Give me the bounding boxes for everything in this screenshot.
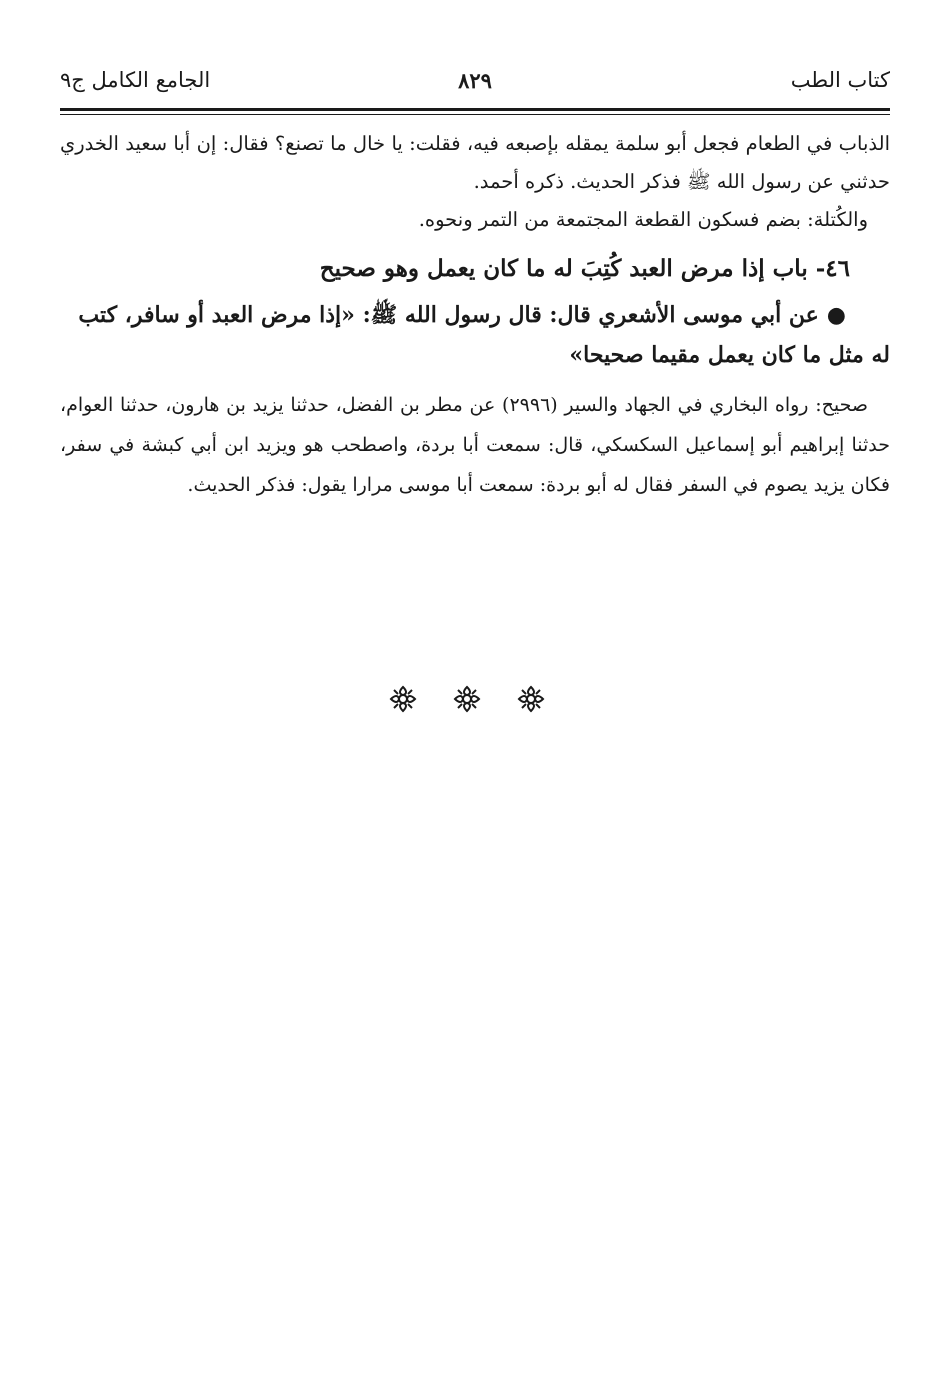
book-title: كتاب الطب — [790, 68, 890, 92]
page-number: ٨٢٩ — [458, 68, 492, 93]
section-ornaments — [0, 684, 933, 714]
document-page — [60, 66, 890, 524]
header-rule-thick — [60, 108, 890, 111]
definition-paragraph: والكُتلة: بضم فسكون القطعة المجتمعة من التمر ونحوه. — [418, 208, 868, 231]
chapter-title: ٤٦- باب إذا مرض العبد كُتِبَ له ما كان يعمل وهو صحيح — [319, 255, 850, 282]
bullet-icon: ● — [826, 302, 846, 328]
hadith-text: عن أبي موسى الأشعري قال: قال رسول الله ﷺ: «إذا مرض العبد أو سافر، كتب له مثل ما كان يعمل مقيما صحيحا» — [78, 302, 890, 368]
intro-paragraph: الذباب في الطعام فجعل أبو سلمة يمقله بإصبعه فيه، فقلت: يا خال ما تصنع؟ فقال: إن أبا سعيد الخدري حدثني عن رسول الله ﷺ فذكر الحديث. ذكره أحمد. — [60, 132, 890, 193]
page-header — [60, 66, 890, 106]
header-rule-thin — [60, 114, 890, 115]
floral-ornament-icon — [452, 684, 482, 714]
volume-label: الجامع الكامل ج٩ — [60, 68, 211, 92]
commentary-paragraph: صحيح: رواه البخاري في الجهاد والسير (٢٩٩٦) عن مطر بن الفضل، حدثنا يزيد بن هارون، حدثنا العوام، حدثنا إبراهيم أبو إسماعيل السكسكي، قال: سمعت أبا بردة، واصطحب هو ويزيد ابن أبي كبشة في سفر، فكان يزيد يصوم في السفر فقال له أبو بردة: سمعت أبا موسى مرارا يقول: فذكر الحديث. — [60, 394, 890, 496]
hadith-paragraph — [60, 295, 890, 375]
page-content — [60, 125, 890, 505]
floral-ornament-icon — [516, 684, 546, 714]
floral-ornament-icon — [388, 684, 418, 714]
